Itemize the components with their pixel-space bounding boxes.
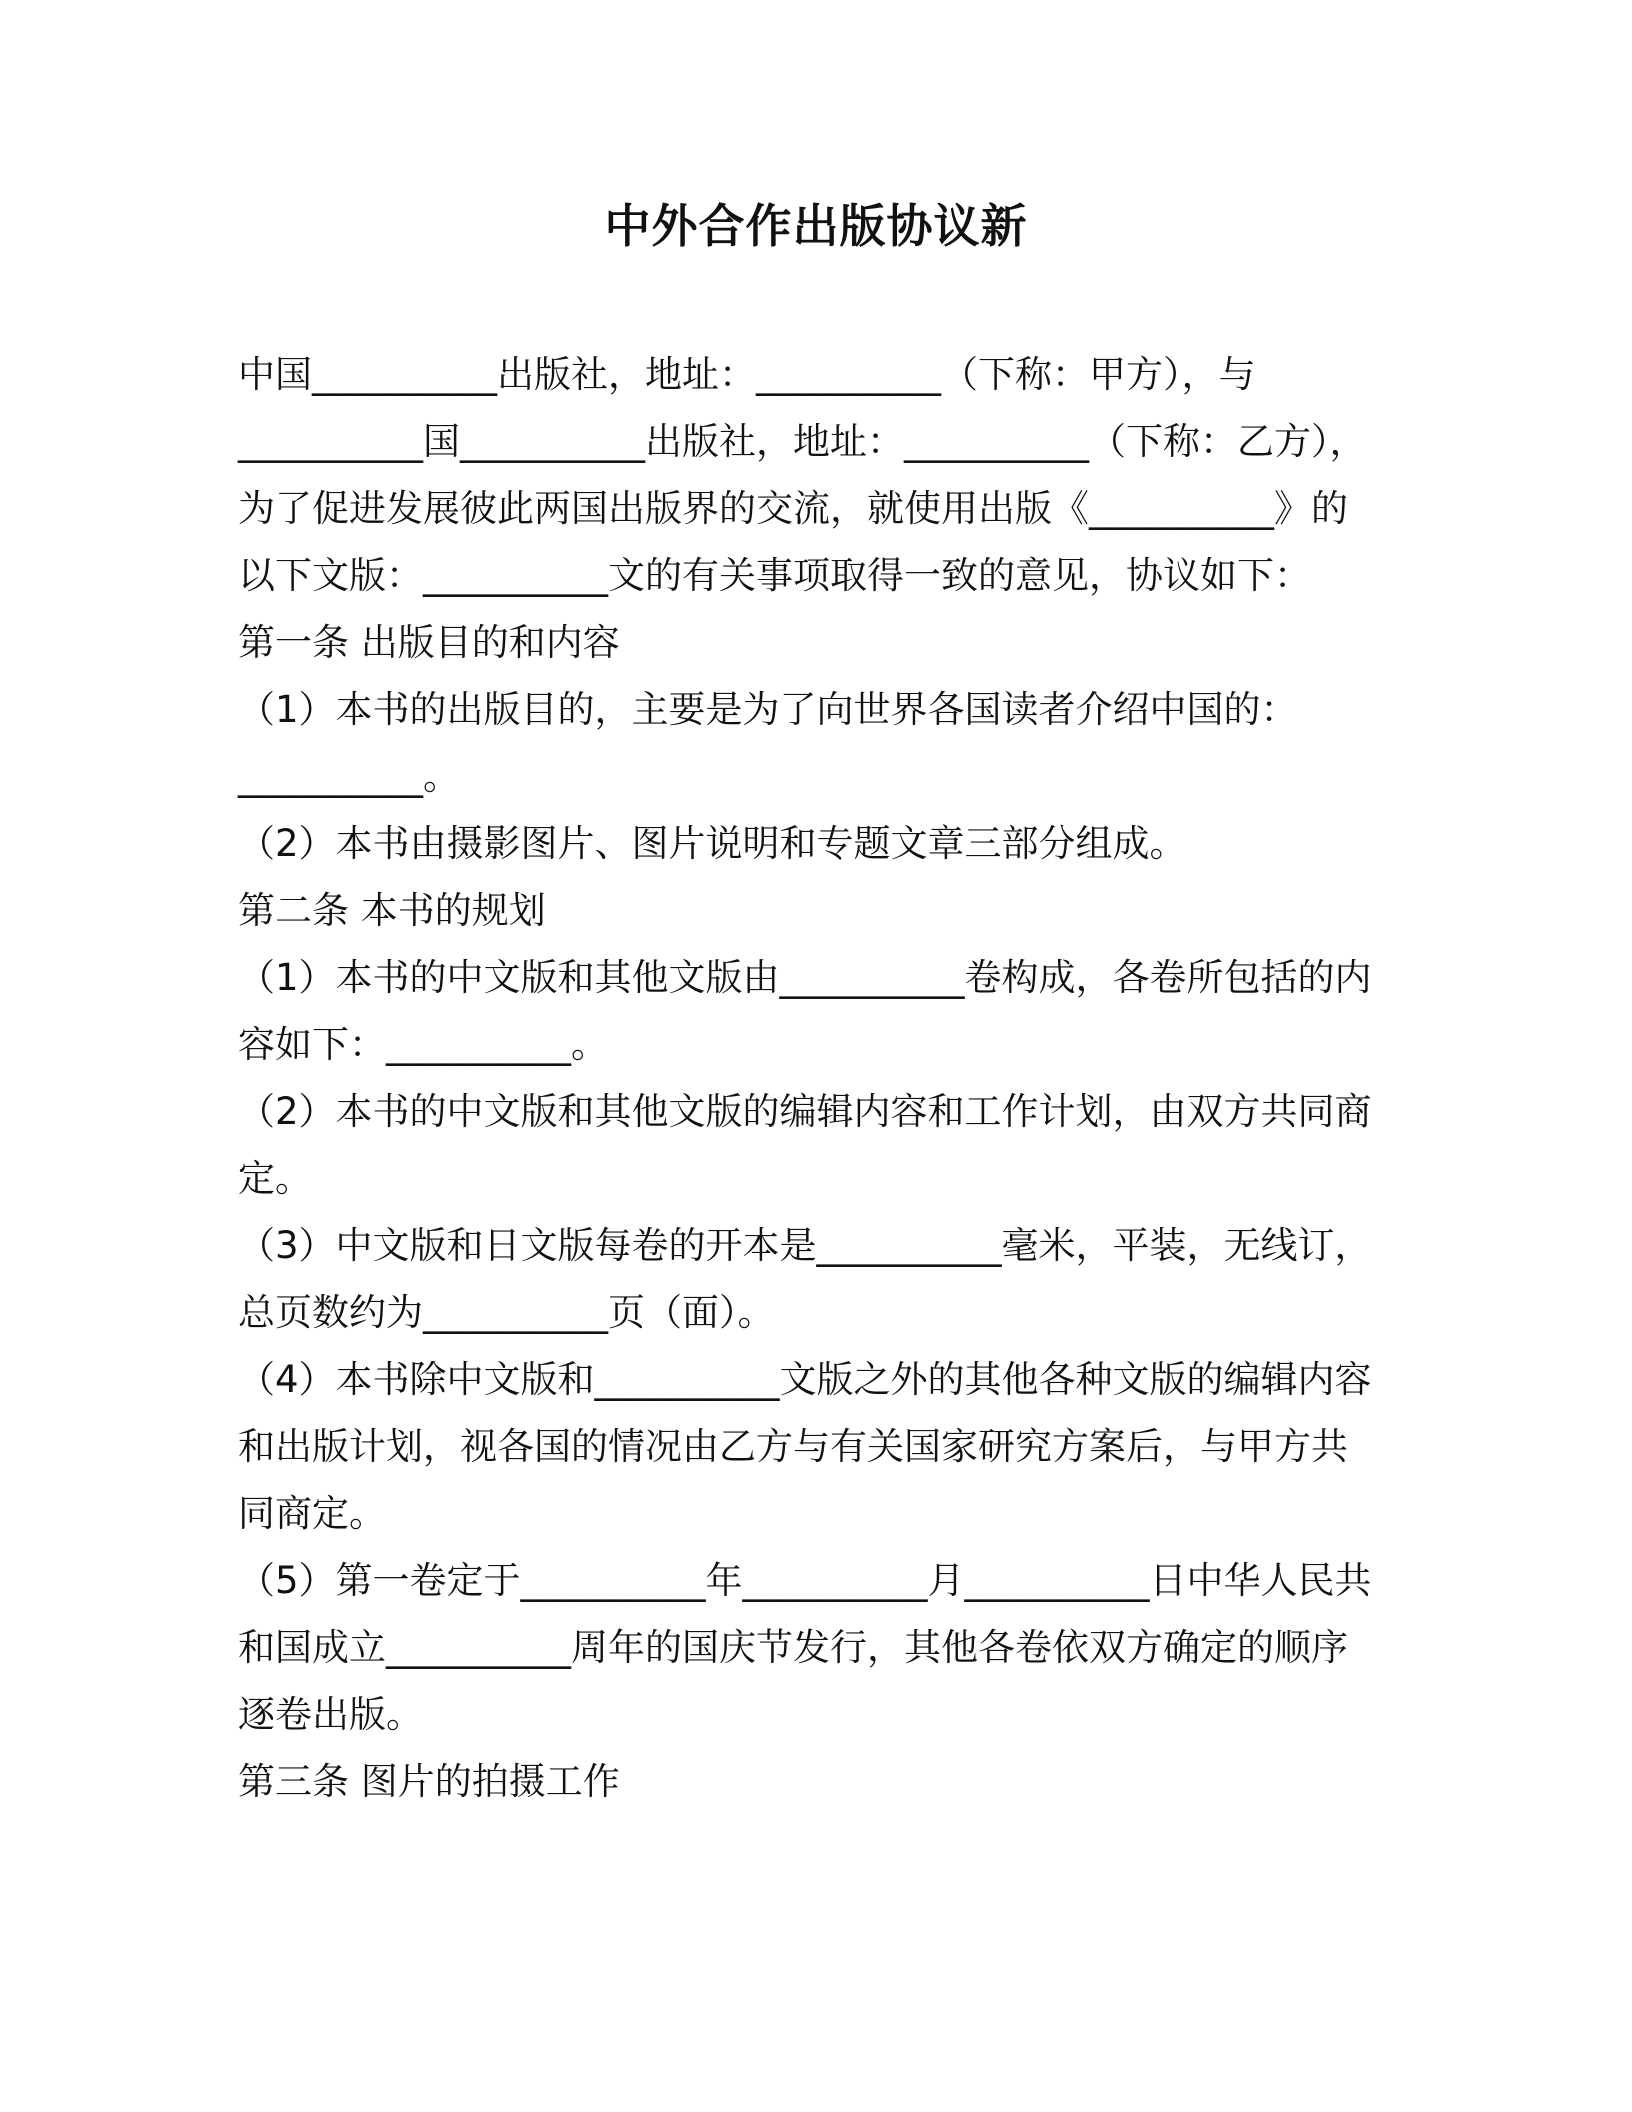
article-heading: 第三条 图片的拍摄工作 xyxy=(238,1760,620,1803)
text-line: （1）本书的出版目的，主要是为了向世界各国读者介绍中国的： xyxy=(238,688,1298,731)
text-line: 总页数约为__________页（面）。 xyxy=(238,1291,775,1334)
text-line: __________。 xyxy=(238,755,460,798)
article-heading: 第一条 出版目的和内容 xyxy=(238,621,620,664)
document-body xyxy=(238,341,1398,1815)
text-line: （2）本书的中文版和其他文版的编辑内容和工作计划，由双方共同商 xyxy=(238,1090,1372,1133)
text-line: （3）中文版和日文版每卷的开本是__________毫米，平装，无线订， xyxy=(238,1224,1372,1267)
text-line: 同商定。 xyxy=(238,1492,386,1535)
text-line: 为了促进发展彼此两国出版界的交流，就使用出版《__________》的 xyxy=(238,487,1348,530)
document-title: 中外合作出版协议新 xyxy=(604,199,1028,253)
text-line: __________国__________出版社，地址：__________（下称：乙方）， xyxy=(238,420,1367,463)
text-line: （2）本书由摄影图片、图片说明和专题文章三部分组成。 xyxy=(238,822,1187,865)
text-line: 定。 xyxy=(238,1157,312,1200)
text-line: 中国__________出版社，地址：__________（下称：甲方），与 xyxy=(238,353,1256,396)
text-line: （5）第一卷定于__________年__________月__________日中华人民共 xyxy=(238,1559,1372,1602)
text-line: 和国成立__________周年的国庆节发行，其他各卷依双方确定的顺序 xyxy=(238,1626,1348,1669)
text-line: （1）本书的中文版和其他文版由__________卷构成，各卷所包括的内 xyxy=(238,956,1372,999)
article-heading: 第二条 本书的规划 xyxy=(238,889,546,932)
text-line: 逐卷出版。 xyxy=(238,1693,423,1736)
text-line: 和出版计划，视各国的情况由乙方与有关国家研究方案后，与甲方共 xyxy=(238,1425,1348,1468)
text-line: 容如下：__________。 xyxy=(238,1023,608,1066)
text-line: （4）本书除中文版和__________文版之外的其他各种文版的编辑内容 xyxy=(238,1358,1372,1401)
text-line: 以下文版：__________文的有关事项取得一致的意见，协议如下： xyxy=(238,554,1311,597)
